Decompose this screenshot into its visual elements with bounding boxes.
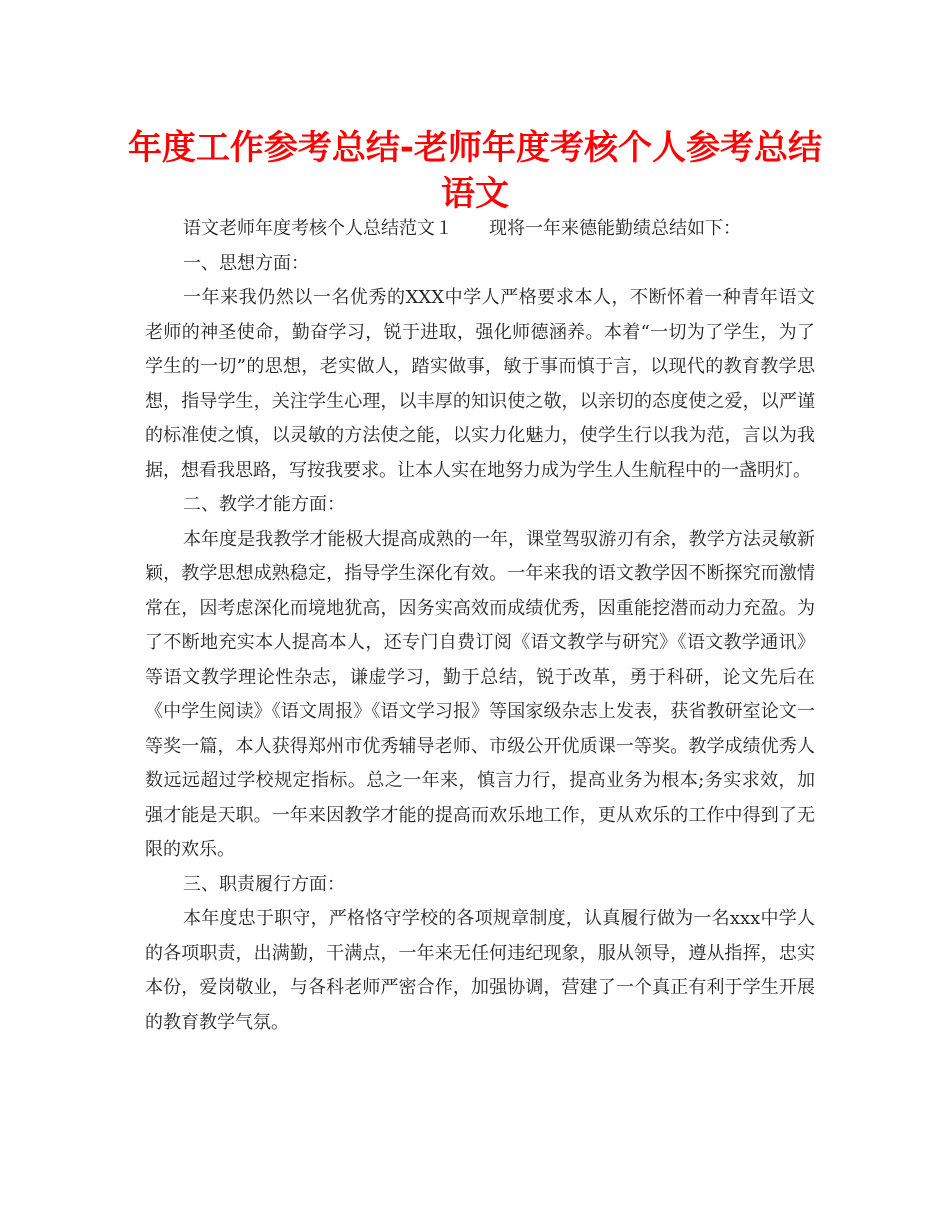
intro-left-text: 语文老师年度考核个人总结范文１ [183, 218, 453, 239]
section2-body: 本年度是我教学才能极大提高成熟的一年，课堂驾驭游刃有余，教学方法灵敏新颖，教学思想成熟稳定，指导学生深化有效。一年来我的语文教学因不断探究而激情常在，因考虑深化而境地犹高，因务实高效而成绩优秀，因重能挖潜而动力充盈。为了不断地充实本人提高本人，还专门自费订阅《语文教学与研究》《语文教学通讯》等语文教学理论性杂志，谦虚学习，勤于总结，锐于改革，勇于科研，论文先后在《中学生阅读》《语文周报》《语文学习报》等国家级杂志上发表，获省教研室论文一等奖一篇，本人获得郑州市优秀辅导老师、市级公开优质课一等奖。教学成绩优秀人数远远超过学校规定指标。总之一年来，慎言力行，提高业务为根本;务实求效，加强才能是天职。一年来因教学才能的提高而欢乐地工作，更从欢乐的工作中得到了无限的欢乐。 [145, 528, 815, 860]
intro-line [145, 212, 815, 247]
section1-body: 一年来我仍然以一名优秀的XXX中学人严格要求本人，不断怀着一种青年语文老师的神圣使命，勤奋学习，锐于进取，强化师德涵养。本着“一切为了学生，为了学生的一切”的思想，老实做人，踏实做事，敏于事而慎于言，以现代的教育教学思想，指导学生，关注学生心理，以丰厚的知识使之敬，以亲切的态度使之爱，以严谨的标准使之慎，以灵敏的方法使之能，以实力化魅力，使学生行以我为范，言以为我据，想看我思路，写按我要求。让本人实在地努力成为学生人生航程中的一盏明灯。 [145, 287, 815, 481]
section3-body: 本年度忠于职守，严格恪守学校的各项规章制度，认真履行做为一名xxx中学人的各项职责，出满勤，干满点，一年来无任何违纪现象，服从领导，遵从指挥，忠实本份，爱岗敬业，与各科老师严密合作，加强协调，营建了一个真正有利于学生开展的教育教学气氛。 [145, 908, 815, 1033]
document-title-line2: 语文 [441, 174, 509, 214]
intro-right-text: 现将一年来德能勤绩总结如下： [489, 218, 741, 239]
section2-heading: 二、教学才能方面： [183, 494, 345, 515]
document-title-line1: 年度工作参考总结-老师年度考核个人参考总结 [127, 128, 823, 168]
document-body [145, 212, 815, 1040]
section3-heading: 三、职责履行方面： [183, 873, 345, 895]
section1-heading: 一、思想方面： [183, 252, 309, 274]
